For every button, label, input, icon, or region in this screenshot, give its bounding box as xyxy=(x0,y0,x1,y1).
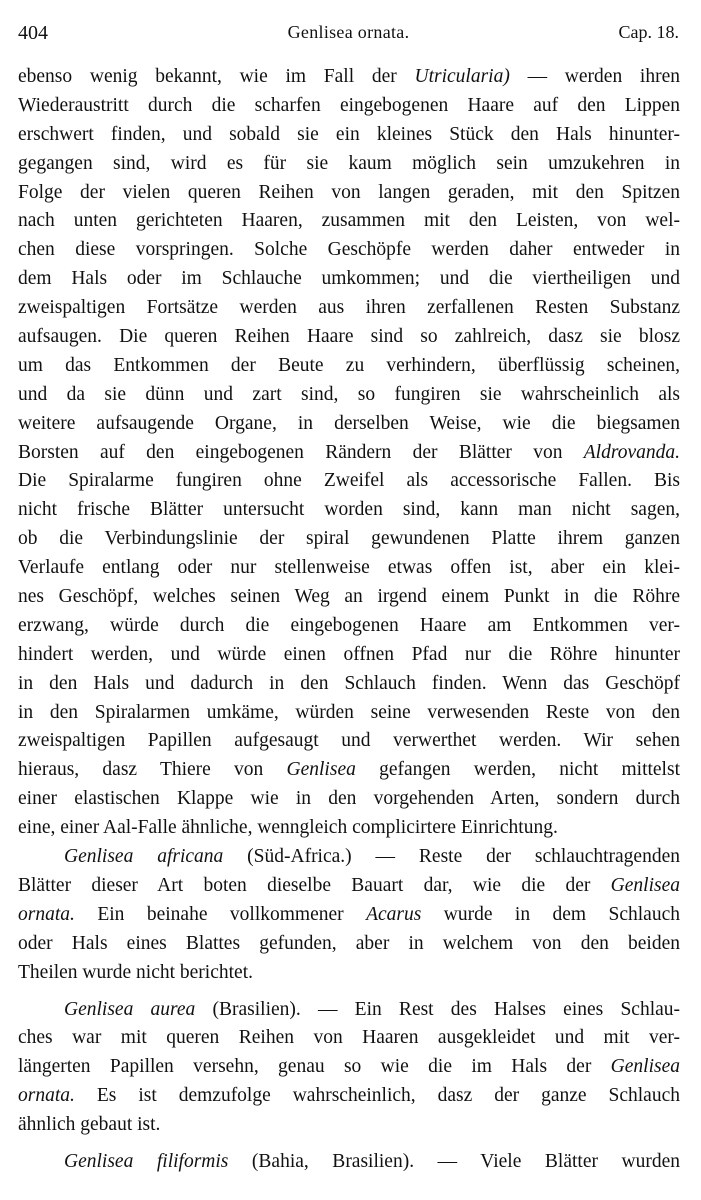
text-line: ähnlich gebaut ist. xyxy=(18,1114,161,1136)
page-number: 404 xyxy=(18,22,48,44)
text-line: oder Hals eines Blattes gefunden, aber in welchem von den beiden xyxy=(18,932,680,954)
text-line: zweispaltigen Fortsätze werden aus ihren zerfallenen Resten Substanz xyxy=(18,297,680,319)
text-line: Wiederaustritt durch die scharfen eingebogenen Haare auf den Lippen xyxy=(18,94,680,116)
text-line: in den Spiralarmen umkäme, würden seine verwesenden Reste von den xyxy=(18,701,680,723)
text-line: in den Hals und dadurch in den Schlauch finden. Wenn das Geschöpf xyxy=(18,672,680,694)
text-line: ches war mit queren Reihen von Haaren ausgekleidet und mit ver- xyxy=(18,1027,680,1049)
text-line: Blätter dieser Art boten dieselbe Bauart dar, wie die der Genlisea xyxy=(18,874,680,896)
text-line: erzwang, würde durch die eingebogenen Haare am Entkommen ver- xyxy=(18,614,680,636)
text-line: Genlisea africana (Süd-Africa.) — Reste der schlauchtragenden xyxy=(64,846,680,868)
text-line: ornata. Ein beinahe vollkommener Acarus wurde in dem Schlauch xyxy=(18,903,680,925)
text-line: um das Entkommen der Beute zu verhindern, überflüssig scheinen, xyxy=(18,354,680,376)
text-line: Verlaufe entlang oder nur stellenweise etwas offen ist, aber ein klei- xyxy=(18,557,680,579)
paragraph-genlisea-filiformis xyxy=(18,1148,680,1177)
text-line: aufsaugen. Die queren Reihen Haare sind so zahlreich, dasz sie blosz xyxy=(18,326,680,348)
text-line: ornata. Es ist demzufolge wahrscheinlich, dasz der ganze Schlauch xyxy=(18,1085,680,1107)
text-line: dem Hals oder im Schlauche umkommen; und die viertheiligen und xyxy=(18,268,680,290)
text-line: einer elastischen Klappe wie in den vorgehenden Arten, sondern durch xyxy=(18,788,680,810)
text-line: erschwert finden, und sobald sie ein kleines Stück den Hals hinunter- xyxy=(18,123,680,145)
text-line: längerten Papillen versehn, genau so wie die im Hals der Genlisea xyxy=(18,1056,680,1078)
text-line: Theilen wurde nicht berichtet. xyxy=(18,961,253,983)
paragraph-genlisea-ornata xyxy=(18,63,680,843)
text-line: Borsten auf den eingebogenen Rändern der Blätter von Aldrovanda. xyxy=(18,441,680,463)
paragraph-gap xyxy=(18,988,680,996)
text-line: Folge der vielen queren Reihen von langen geraden, mit den Spitzen xyxy=(18,181,680,203)
text-line: hindert werden, und würde einen offnen Pfad nur die Röhre hinunter xyxy=(18,643,680,665)
text-line: und da sie dünn und zart sind, so fungiren sie wahrscheinlich als xyxy=(18,383,680,405)
text-line: eine, einer Aal-Falle ähnliche, wenngleich complicirtere Einrichtung. xyxy=(18,817,558,839)
paragraph-genlisea-africana xyxy=(18,843,680,987)
chapter-label: Cap. 18. xyxy=(618,22,679,42)
text-line: nach unten gerichteten Haaren, zusammen mit den Leisten, von wel- xyxy=(18,210,680,232)
running-title: Genlisea ornata. xyxy=(287,22,410,42)
text-line: zweispaltigen Papillen aufgesaugt und verwerthet werden. Wir sehen xyxy=(18,730,680,752)
text-line: Genlisea filiformis (Bahia, Brasilien). — Viele Blätter wurden xyxy=(64,1150,680,1172)
text-line: chen diese vorspringen. Solche Geschöpfe werden daher entweder in xyxy=(18,239,680,261)
text-line: ob die Verbindungslinie der spiral gewundenen Platte ihrem ganzen xyxy=(18,528,680,550)
text-line: Genlisea aurea (Brasilien). — Ein Rest des Halses eines Schlau- xyxy=(64,998,681,1020)
text-line: weitere aufsaugende Organe, in derselben Weise, wie die biegsamen xyxy=(18,412,680,434)
text-line: Die Spiralarme fungiren ohne Zweifel als accessorische Fallen. Bis xyxy=(18,470,680,492)
text-line: nicht frische Blätter untersucht worden sind, kann man nicht sagen, xyxy=(18,499,680,521)
paragraph-gap xyxy=(18,1140,680,1148)
page-header xyxy=(18,22,679,48)
text-line: nes Geschöpf, welches seinen Weg an irgend einem Punkt in die Röhre xyxy=(18,586,680,608)
text-line: gegangen sind, wird es für sie kaum möglich sein umzukehren in xyxy=(18,152,680,174)
body-text xyxy=(18,63,680,1177)
paragraph-genlisea-aurea xyxy=(18,996,680,1140)
text-line: ebenso wenig bekannt, wie im Fall der Utricularia) — werden ihren xyxy=(18,66,680,87)
text-line: hieraus, dasz Thiere von Genlisea gefangen werden, nicht mittelst xyxy=(18,759,680,781)
